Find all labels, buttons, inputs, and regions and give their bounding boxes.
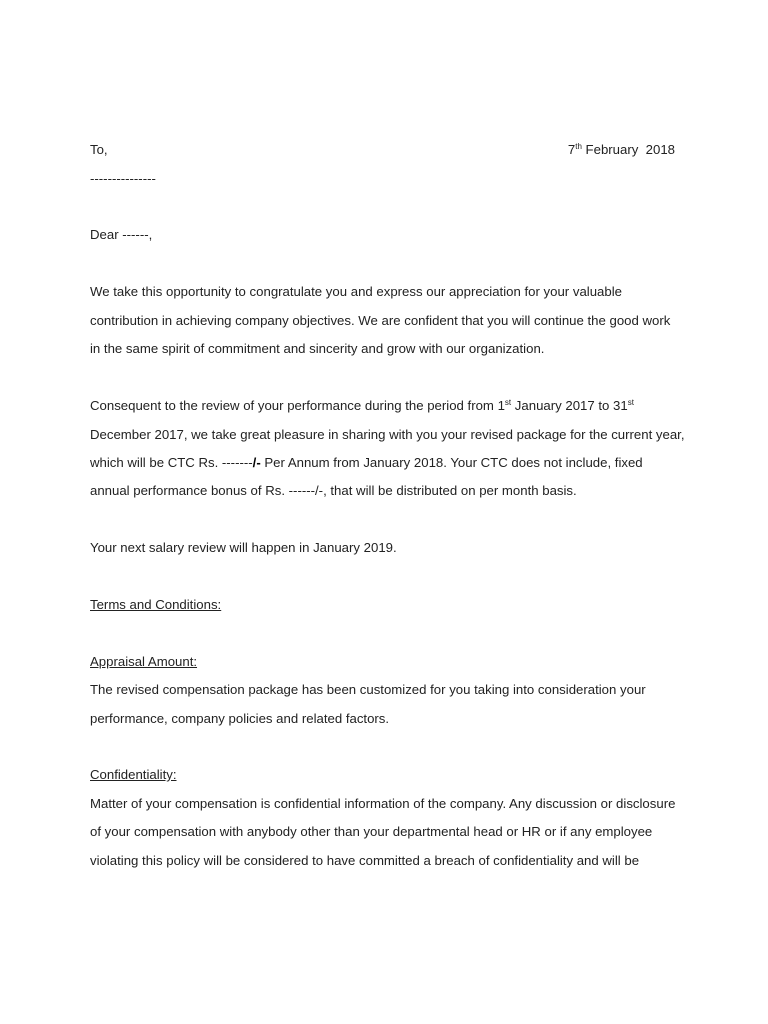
para2-text: Consequent to the review of your performance during the period from 1 — [90, 398, 505, 413]
para2-text: which will be CTC Rs. ------- — [90, 455, 253, 470]
date-day: 7 — [567, 142, 576, 157]
confidentiality-line: Matter of your compensation is confidential information of the company. Any discussion or disclosure — [90, 796, 676, 811]
ctc-suffix: /- — [252, 455, 261, 470]
appraisal-line: The revised compensation package has been customized for you taking into consideration your — [90, 682, 646, 697]
letter-date — [568, 142, 675, 157]
confidentiality-line: of your compensation with anybody other than your departmental head or HR or if any employee — [90, 824, 653, 839]
para2-text: January 2017 to 31 — [511, 398, 628, 413]
appraisal-line: performance, company policies and related factors. — [90, 711, 390, 726]
appraisal-heading: Appraisal Amount: — [90, 654, 198, 669]
para2-line — [90, 398, 634, 414]
addressee-blank: --------------- — [90, 171, 156, 186]
terms-heading: Terms and Conditions: — [90, 597, 222, 612]
para2-line: annual performance bonus of Rs. ------/-, that will be distributed on per month basis. — [90, 483, 577, 498]
para2-line: December 2017, we take great pleasure in sharing with you your revised package for the current year, — [90, 427, 685, 442]
confidentiality-line: violating this policy will be considered to have committed a breach of confidentiality and will be — [90, 853, 640, 868]
para1-line: We take this opportunity to congratulate you and express our appreciation for your valuable — [90, 284, 622, 299]
para2-text: Per Annum from January 2018. Your CTC does not include, fixed — [260, 455, 643, 470]
para1-line: in the same spirit of commitment and sincerity and grow with our organization. — [90, 341, 545, 356]
ordinal-suffix: st — [627, 398, 634, 407]
salutation: Dear ------, — [90, 227, 153, 242]
para3-line: Your next salary review will happen in January 2019. — [90, 540, 397, 555]
confidentiality-heading: Confidentiality: — [90, 767, 177, 782]
date-day-suffix: th — [575, 142, 582, 151]
ordinal-suffix: st — [504, 398, 512, 407]
addressee-label: To, — [90, 142, 108, 157]
para1-line: contribution in achieving company objectives. We are confident that you will continue the good work — [90, 313, 671, 328]
date-rest: February 2018 — [581, 142, 675, 157]
para2-line — [90, 455, 643, 471]
